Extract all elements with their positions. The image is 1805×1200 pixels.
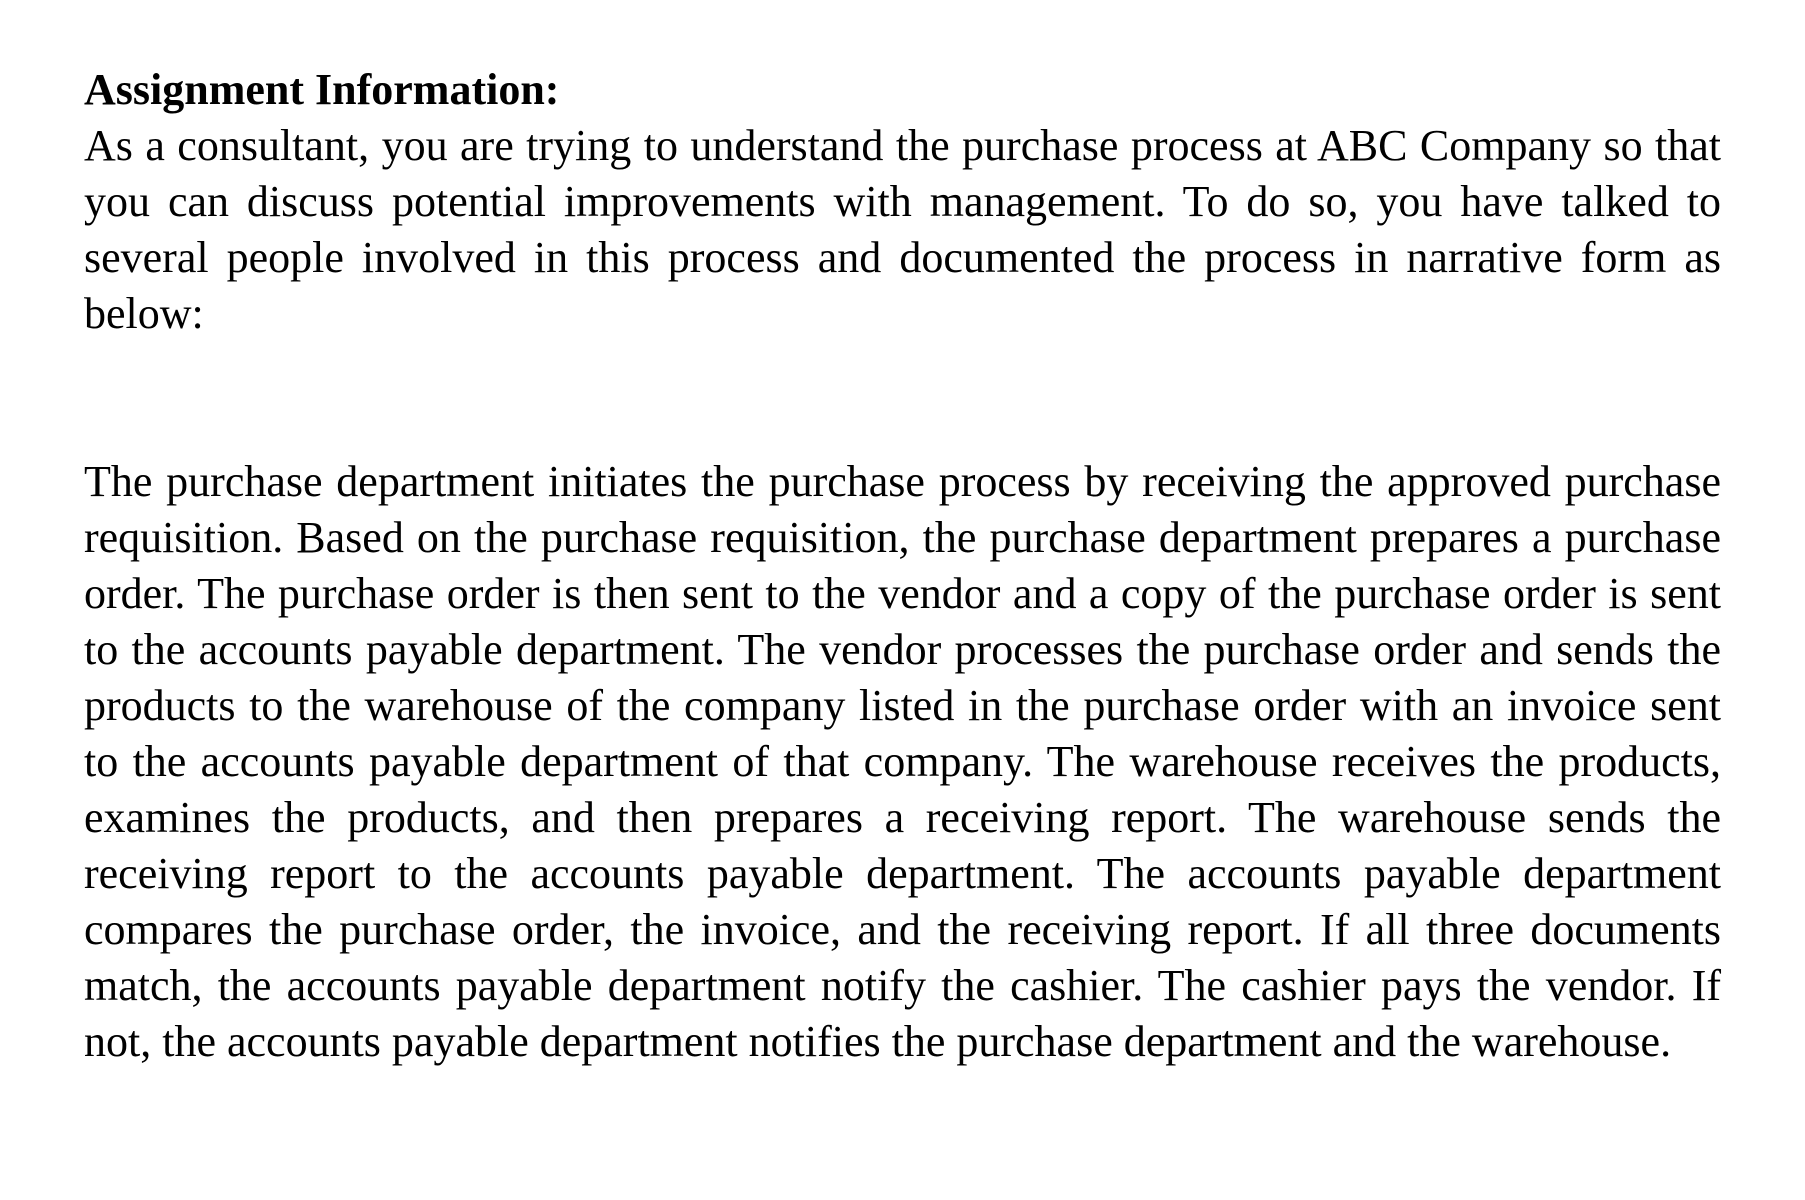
intro-paragraph: As a consultant, you are trying to understand the purchase process at ABC Company so that you can discuss potential improvements with management. To do so, you have talked to several people involved in this process and documented the process in narrative form as below:: [84, 121, 1721, 338]
assignment-heading: Assignment Information:: [84, 65, 560, 114]
document-page: [84, 62, 1721, 1070]
narrative-paragraph: The purchase department initiates the purchase process by receiving the approved purchase requisition. Based on the purchase requisition, the purchase department prepares a purchase order. The purchase order is then sent to the vendor and a copy of the purchase order is sent to the accounts payable department. The vendor processes the purchase order and sends the products to the warehouse of the company listed in the purchase order with an invoice sent to the accounts payable department of that company. The warehouse receives the products, examines the products, and then prepares a receiving report. The warehouse sends the receiving report to the accounts payable department. The accounts payable department compares the purchase order, the invoice, and the receiving report. If all three documents match, the accounts payable department notify the cashier. The cashier pays the vendor. If not, the accounts payable department notifies the purchase department and the warehouse.: [84, 457, 1721, 1066]
